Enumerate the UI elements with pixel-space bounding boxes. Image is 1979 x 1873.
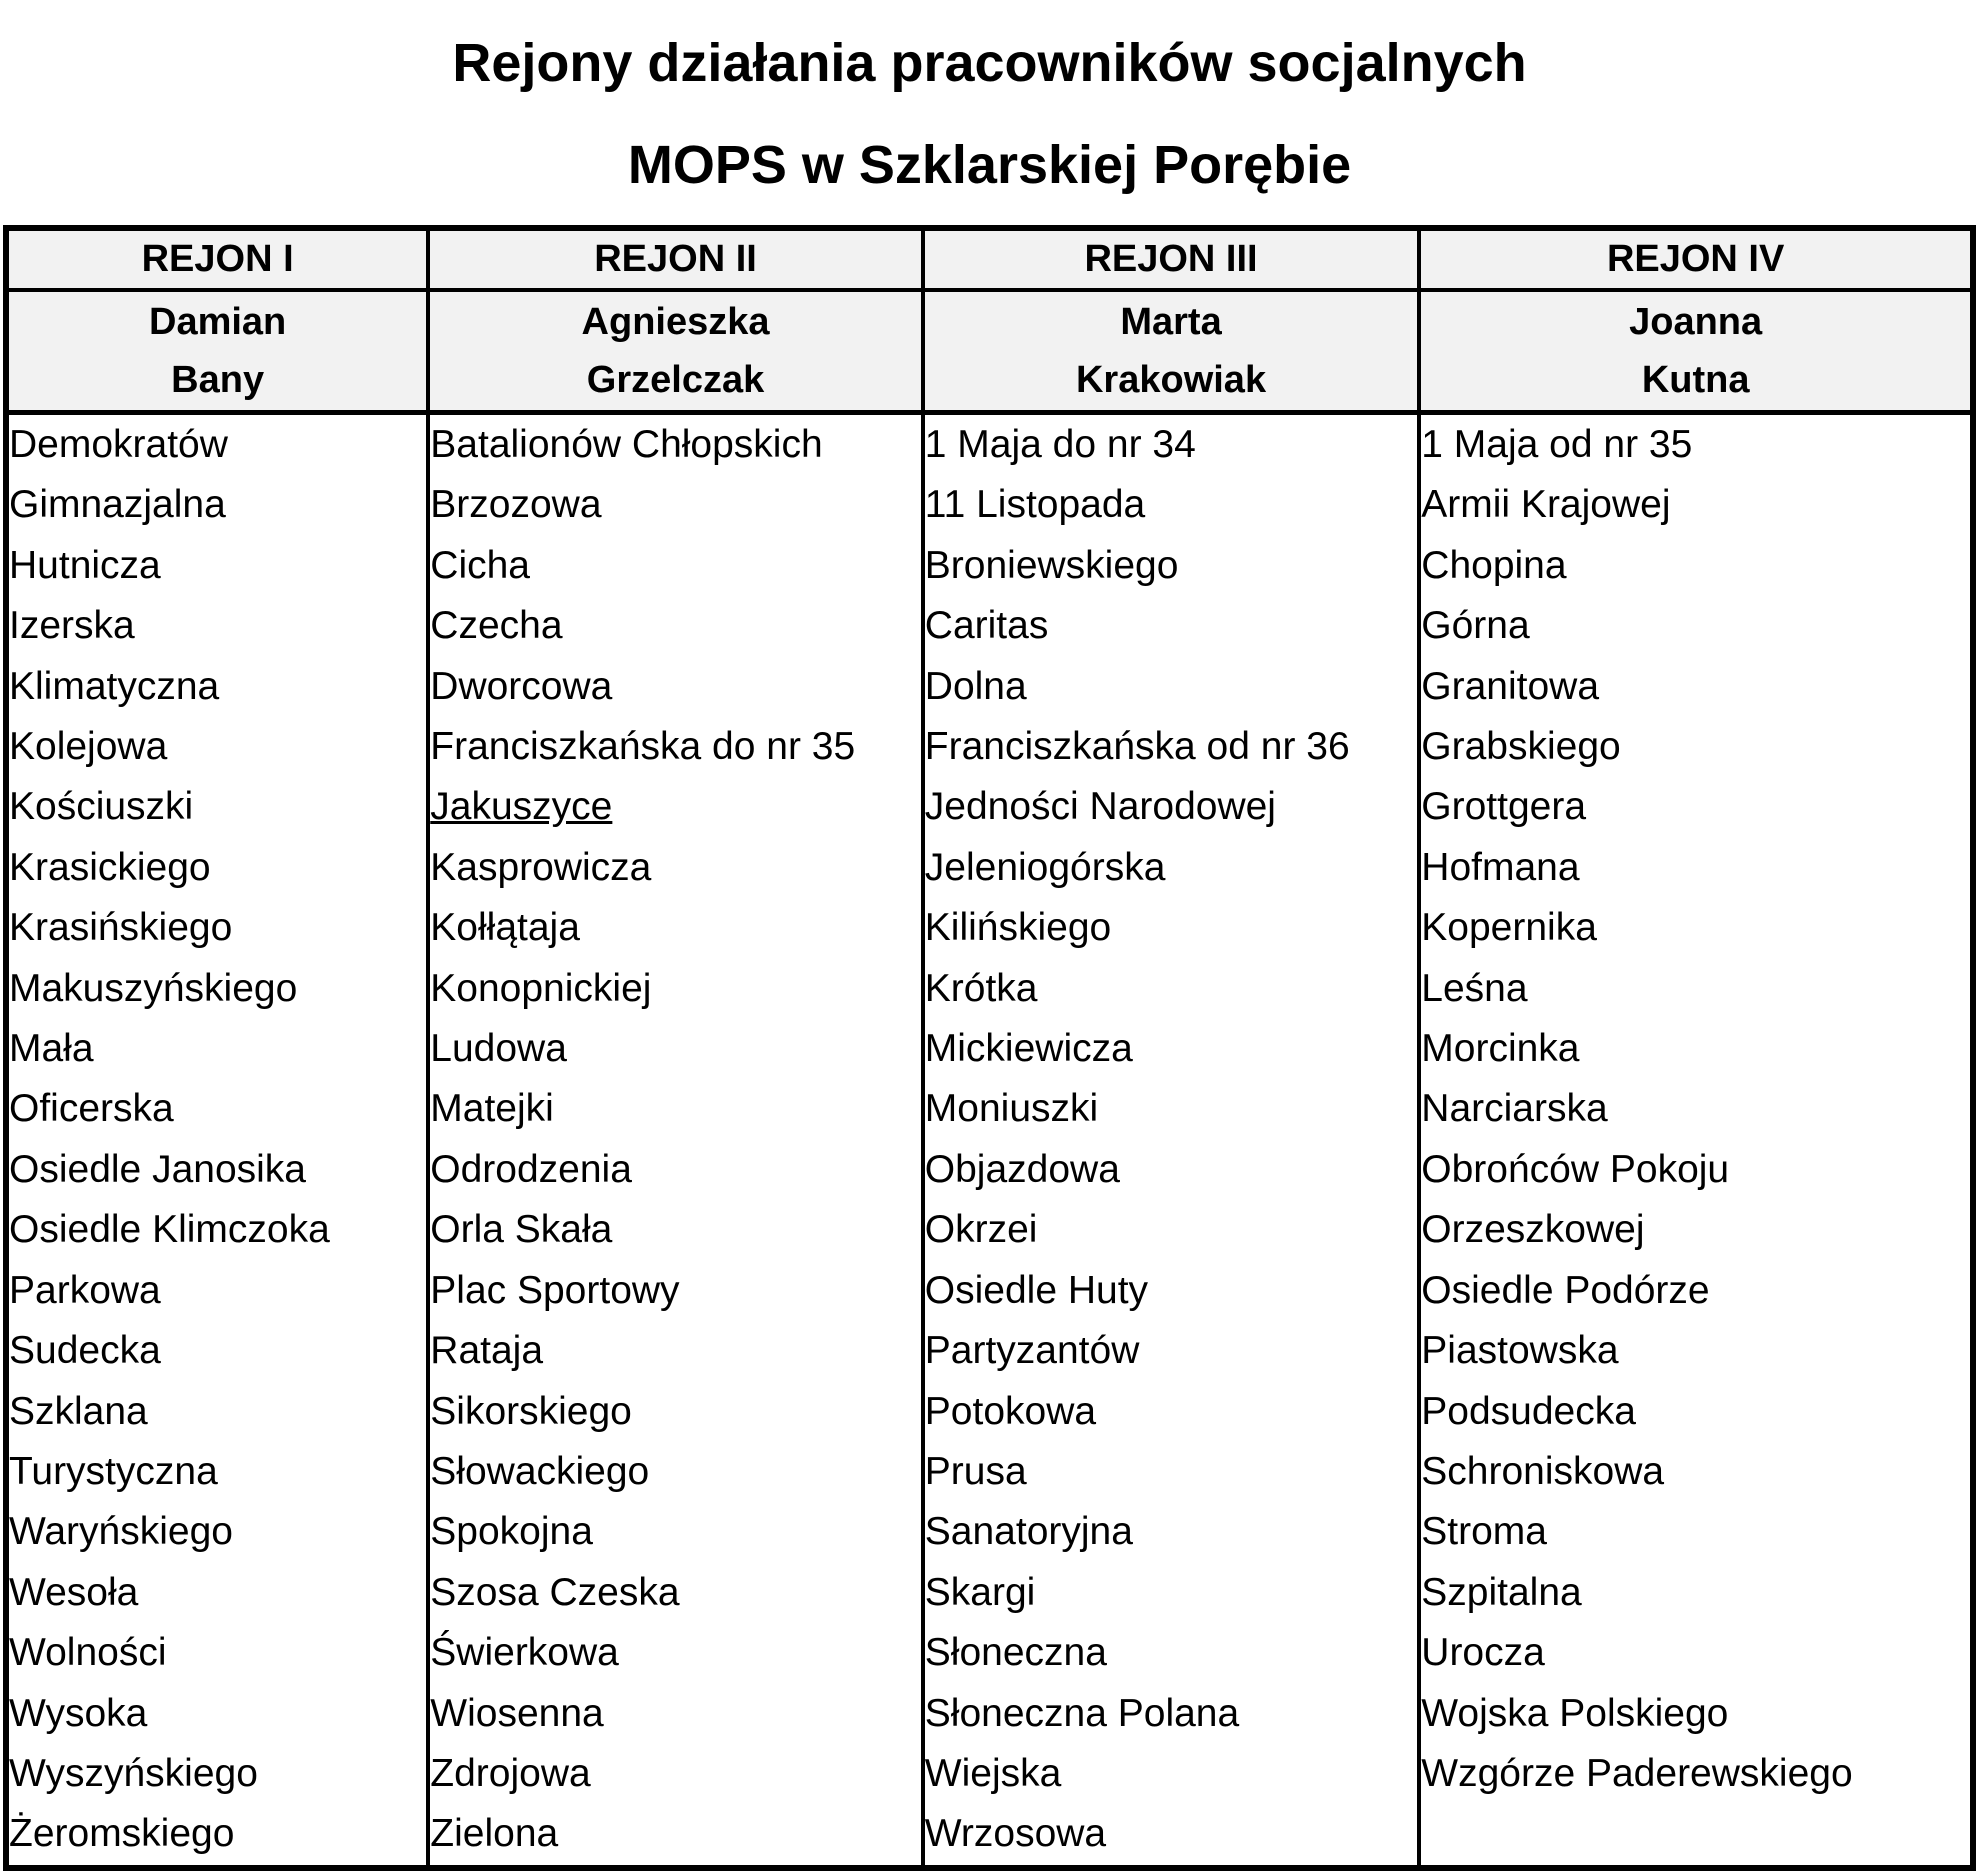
street-item: Zielona [430, 1812, 559, 1856]
street-item: Szklana [9, 1389, 148, 1433]
street-item: Leśna [1421, 966, 1528, 1010]
region-2-streets [428, 413, 923, 1868]
street-item: Kopernika [1421, 906, 1597, 950]
street-item: Franciszkańska do nr 35 [430, 725, 856, 769]
street-item: Izerska [9, 604, 135, 648]
street-item: Krasińskiego [9, 906, 233, 950]
worker-last-name: Krakowiak [1075, 359, 1267, 401]
street-item: Słoneczna [924, 1631, 1107, 1675]
street-item: Skargi [924, 1570, 1036, 1614]
street-item: Osiedle Podórze [1421, 1268, 1710, 1312]
street-item: Zdrojowa [430, 1751, 591, 1795]
region-4-worker [1419, 290, 1973, 413]
street-item: Granitowa [1421, 664, 1600, 708]
street-item: Szpitalna [1421, 1570, 1582, 1614]
street-item: Podsudecka [1421, 1389, 1636, 1433]
region-1-label: REJON I [6, 228, 428, 290]
street-item: Wzgórze Paderewskiego [1421, 1751, 1853, 1795]
street-item: Prusa [924, 1449, 1027, 1493]
worker-first-name: Damian [149, 301, 287, 343]
region-1-worker [6, 290, 428, 413]
street-item: Orzeszkowej [1421, 1208, 1645, 1252]
street-item: Makuszyńskiego [9, 966, 298, 1010]
street-item: Górna [1421, 604, 1530, 648]
worker-last-name: Grzelczak [586, 359, 765, 401]
street-item: Batalionów Chłopskich [430, 423, 823, 466]
region-4-streets [1419, 413, 1973, 1868]
streets-row [6, 413, 1973, 1868]
street-item: Matejki [430, 1087, 554, 1131]
worker-first-name: Joanna [1629, 301, 1763, 343]
street-item: Osiedle Janosika [9, 1147, 306, 1191]
worker-last-name: Kutna [1641, 359, 1750, 401]
street-item: Cicha [430, 543, 530, 587]
street-item: Osiedle Huty [924, 1268, 1149, 1312]
street-item: Kolejowa [9, 725, 168, 769]
street-item: Urocza [1421, 1631, 1545, 1675]
street-item: Objazdowa [924, 1147, 1120, 1191]
street-item: Dworcowa [430, 664, 613, 708]
regions-table [3, 225, 1976, 1871]
region-label-row [6, 228, 1973, 290]
region-1-streets [6, 413, 428, 1868]
worker-first-name: Marta [1120, 301, 1222, 343]
street-item: Brzozowa [430, 483, 602, 527]
street-item: Gimnazjalna [9, 483, 226, 527]
street-item: Franciszkańska od nr 36 [924, 725, 1350, 769]
street-item: Kilińskiego [924, 906, 1112, 950]
region-2-worker [428, 290, 923, 413]
street-item: Waryńskiego [9, 1510, 233, 1554]
street-item: Odrodzenia [430, 1147, 632, 1191]
street-item: Obrońców Pokoju [1421, 1147, 1730, 1191]
street-item: Jeleniogórska [924, 845, 1166, 889]
region-3-streets [923, 413, 1420, 1868]
street-item: Konopnickiej [430, 966, 652, 1010]
street-item: Jakuszyce [430, 785, 613, 829]
street-item: Broniewskiego [924, 543, 1179, 587]
street-item: Ludowa [430, 1027, 567, 1071]
street-item: Rataja [430, 1329, 544, 1373]
page-subtitle: MOPS w Szklarskiej Porębie [627, 135, 1352, 195]
page-title: Rejony działania pracowników socjalnych [452, 33, 1527, 93]
street-item: Osiedle Klimczoka [9, 1208, 330, 1252]
street-item: Żeromskiego [9, 1812, 235, 1856]
street-item: Demokratów [9, 423, 228, 466]
street-item: Krótka [924, 966, 1038, 1010]
region-3-worker [923, 290, 1420, 413]
street-item: Klimatyczna [9, 664, 220, 708]
street-item: Kasprowicza [430, 845, 652, 889]
street-item: Sanatoryjna [924, 1510, 1133, 1554]
street-item: 1 Maja od nr 35 [1421, 423, 1693, 466]
street-item: Wysoka [9, 1691, 148, 1735]
street-item: Słowackiego [430, 1449, 650, 1493]
region-2-label: REJON II [428, 228, 923, 290]
street-item: Stroma [1421, 1510, 1547, 1554]
street-item: Kołłątaja [430, 906, 580, 950]
street-item: Wiejska [924, 1751, 1062, 1795]
street-item: Szosa Czeska [430, 1570, 680, 1614]
street-item: Potokowa [924, 1389, 1097, 1433]
street-item: Oficerska [9, 1087, 174, 1131]
street-item: Orla Skała [430, 1208, 613, 1252]
street-item: 1 Maja do nr 34 [924, 423, 1196, 466]
street-item: Plac Sportowy [430, 1268, 680, 1312]
street-item: Wolności [9, 1631, 167, 1675]
street-item: Mickiewicza [924, 1027, 1133, 1071]
street-item: Grabskiego [1421, 725, 1621, 769]
street-item: Armii Krajowej [1421, 483, 1671, 527]
street-item: Słoneczna Polana [924, 1691, 1240, 1735]
street-item: Wiosenna [430, 1691, 604, 1735]
street-item: Spokojna [430, 1510, 593, 1554]
street-item: Wojska Polskiego [1421, 1691, 1729, 1735]
street-item: Chopina [1421, 543, 1567, 587]
street-item: Świerkowa [430, 1631, 619, 1675]
street-item: Wesoła [9, 1570, 139, 1614]
street-item: Grottgera [1421, 785, 1587, 829]
worker-first-name: Agnieszka [581, 301, 770, 343]
street-item: Partyzantów [924, 1329, 1140, 1373]
street-item: Piastowska [1421, 1329, 1619, 1373]
street-item: 11 Listopada [924, 483, 1146, 527]
worker-last-name: Bany [171, 359, 265, 401]
street-item: Krasickiego [9, 845, 211, 889]
street-item: Narciarska [1421, 1087, 1608, 1131]
street-item: Okrzei [924, 1208, 1038, 1252]
street-item: Turystyczna [9, 1449, 218, 1493]
street-item: Caritas [924, 604, 1049, 648]
worker-name-row [6, 290, 1973, 413]
street-item: Wrzosowa [924, 1812, 1107, 1856]
street-item: Kościuszki [9, 785, 194, 829]
street-item: Mała [9, 1027, 94, 1071]
street-item: Czecha [430, 604, 563, 648]
street-item: Hutnicza [9, 543, 161, 587]
street-item: Moniuszki [924, 1087, 1099, 1131]
street-item: Wyszyńskiego [9, 1751, 258, 1795]
street-item: Dolna [924, 664, 1027, 708]
street-item: Morcinka [1421, 1027, 1580, 1071]
street-item: Schroniskowa [1421, 1449, 1665, 1493]
street-item: Sikorskiego [430, 1389, 632, 1433]
street-item: Parkowa [9, 1268, 161, 1312]
region-3-label: REJON III [923, 228, 1420, 290]
region-4-label: REJON IV [1419, 228, 1973, 290]
street-item: Sudecka [9, 1329, 161, 1373]
street-item: Jedności Narodowej [924, 785, 1276, 829]
street-item: Hofmana [1421, 845, 1580, 889]
